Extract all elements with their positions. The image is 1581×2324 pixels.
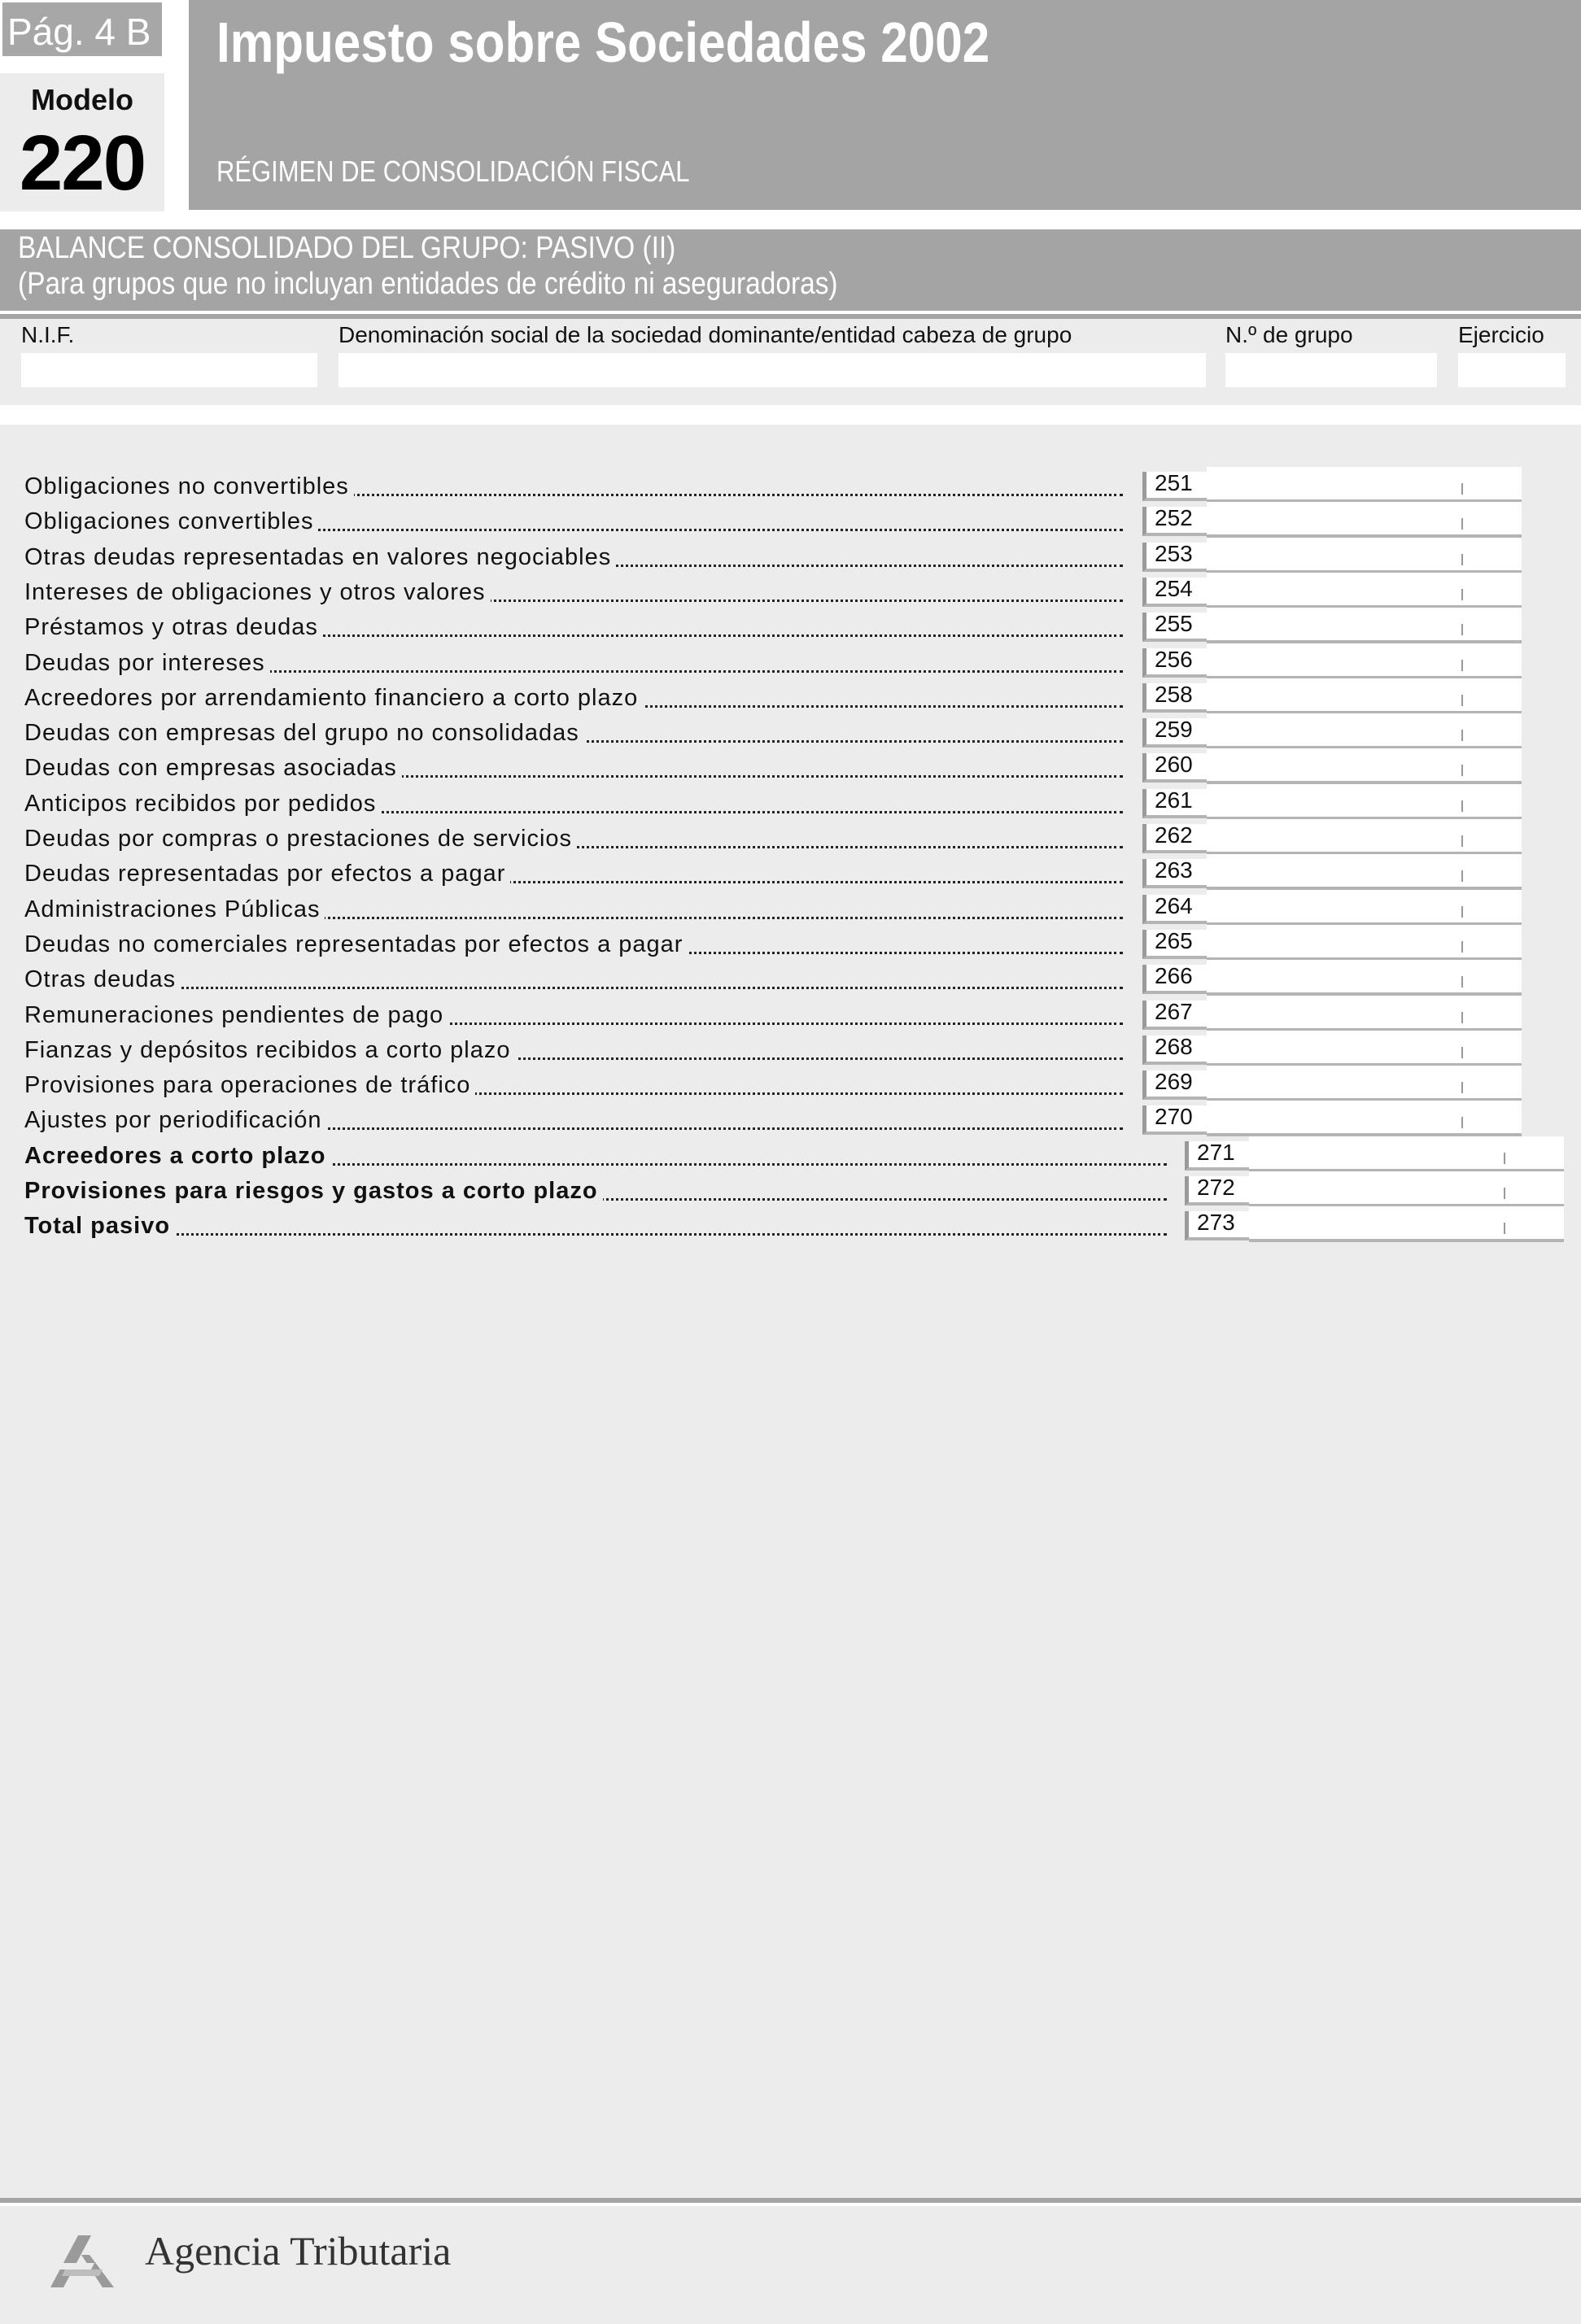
section-header [0,229,1581,316]
identification-band [0,319,1581,405]
row-label-text: Ajustes por periodificación [24,1107,327,1133]
title-band [189,0,1581,210]
modelo-label: Modelo [31,83,133,116]
amount-field[interactable] [1207,890,1522,926]
modelo-box [0,73,164,211]
box-code: 255 [1155,611,1193,636]
decimal-separator-mark [1461,624,1463,635]
amount-box [1142,578,1522,607]
row-label [24,682,1123,714]
amount-field[interactable] [1207,502,1522,538]
decimal-separator-mark [1461,1012,1463,1023]
total-amount-box [1185,1141,1564,1171]
total-amount-field[interactable] [1249,1171,1564,1207]
grupo-label: N.º de grupo [1225,322,1353,347]
amount-field[interactable] [1207,925,1522,961]
amount-box [1142,753,1522,783]
box-code: 263 [1155,857,1193,883]
decimal-separator-mark [1461,660,1463,671]
total-row-label [24,1175,1167,1207]
box-code: 254 [1155,576,1193,601]
box-code: 267 [1155,999,1193,1024]
box-code: 264 [1155,893,1193,918]
row-label [24,1069,1123,1101]
row-label-text: Anticipos recibidos por pedidos [24,791,381,817]
box-code: 270 [1155,1104,1193,1129]
row-label [24,963,1123,996]
total-amount-field[interactable] [1249,1136,1564,1172]
amount-field[interactable] [1207,819,1522,855]
grupo-field[interactable] [1225,353,1437,387]
denominacion-field[interactable] [338,353,1206,387]
decimal-separator-mark [1461,1117,1463,1128]
row-label [24,647,1123,679]
decimal-separator-mark [1504,1188,1505,1199]
row-label [24,928,1123,961]
box-code: 271 [1197,1140,1235,1165]
box-code: 256 [1155,647,1193,672]
box-code: 265 [1155,928,1193,953]
row-label [24,611,1123,643]
page-indicator: Pág. 4 B [0,0,164,59]
section-title: BALANCE CONSOLIDADO DEL GRUPO: PASIVO (II) [18,231,676,265]
row-label [24,717,1123,749]
row-label [24,470,1123,503]
amount-field[interactable] [1207,678,1522,714]
dot-leader [24,987,1123,989]
amount-box [1142,1070,1522,1100]
box-code: 251 [1155,470,1193,495]
row-label-text: Otras deudas [24,966,181,992]
row-label-text: Obligaciones convertibles [24,508,318,534]
row-label [24,1034,1123,1066]
row-label-text: Deudas con empresas asociadas [24,755,402,781]
decimal-separator-mark [1461,483,1463,495]
section-subtitle: (Para grupos que no incluyan entidades de crédito ni aseguradoras) [18,267,838,301]
amount-box [1142,648,1522,678]
amount-box [1142,1105,1522,1135]
modelo-number: 220 [19,120,146,207]
amount-field[interactable] [1207,573,1522,608]
decimal-separator-mark [1461,800,1463,812]
amount-box [1142,543,1522,572]
amount-field[interactable] [1207,784,1522,820]
amount-field[interactable] [1207,1101,1522,1136]
amount-field[interactable] [1207,748,1522,784]
ejercicio-label: Ejercicio [1458,322,1544,347]
box-code: 273 [1197,1210,1235,1235]
ejercicio-field[interactable] [1458,353,1566,387]
row-label [24,505,1123,538]
row-label [24,822,1123,855]
row-label [24,576,1123,608]
decimal-separator-mark [1461,695,1463,706]
row-label [24,541,1123,573]
row-label-text: Intereses de obligaciones y otros valores [24,579,491,605]
decimal-separator-mark [1461,554,1463,565]
dot-leader [24,1233,1167,1236]
row-label-text: Deudas representadas por efectos a pagar [24,861,510,887]
row-label [24,857,1123,890]
amount-box [1142,1036,1522,1065]
amount-field[interactable] [1207,713,1522,749]
box-code: 269 [1155,1069,1193,1094]
row-label-text: Deudas con empresas del grupo no consolidadas [24,720,584,746]
amount-field[interactable] [1207,996,1522,1031]
row-label-text: Obligaciones no convertibles [24,473,354,499]
amount-field[interactable] [1207,1031,1522,1066]
box-code: 266 [1155,963,1193,988]
amount-box [1142,895,1522,924]
amount-field[interactable] [1207,467,1522,503]
amount-box [1142,859,1522,888]
amount-box [1142,930,1522,959]
form-subtitle: RÉGIMEN DE CONSOLIDACIÓN FISCAL [216,155,690,188]
nif-label: N.I.F. [21,322,75,347]
total-row-label [24,1210,1167,1242]
decimal-separator-mark [1461,976,1463,988]
row-label [24,787,1123,820]
footer-divider [0,2198,1581,2203]
denominacion-label: Denominación social de la sociedad dominante/entidad cabeza de grupo [338,322,1072,347]
amount-field[interactable] [1207,854,1522,890]
row-label-text: Préstamos y otras deudas [24,614,323,640]
nif-field[interactable] [21,353,317,387]
row-label-text: Fianzas y depósitos recibidos a corto plazo [24,1037,516,1063]
row-label [24,999,1123,1031]
box-code: 259 [1155,717,1193,742]
decimal-separator-mark [1461,870,1463,882]
box-code: 261 [1155,787,1193,813]
decimal-separator-mark [1461,906,1463,918]
amount-field[interactable] [1207,608,1522,643]
amount-box [1142,965,1522,994]
row-label-text: Remuneraciones pendientes de pago [24,1002,448,1028]
agencia-tributaria-logo-icon [46,2230,119,2292]
decimal-separator-mark [1504,1223,1505,1234]
amount-field[interactable] [1207,1066,1522,1101]
decimal-separator-mark [1504,1153,1505,1164]
amount-box [1142,613,1522,642]
row-label-text: Deudas no comerciales representadas por efectos a pagar [24,931,688,957]
total-label-text: Acreedores a corto plazo [24,1143,331,1169]
decimal-separator-mark [1461,1082,1463,1093]
row-label [24,1104,1123,1136]
row-label-text: Otras deudas representadas en valores negociables [24,544,616,570]
box-code: 252 [1155,505,1193,530]
total-label-text: Provisiones para riesgos y gastos a corto plazo [24,1178,603,1204]
amount-box [1142,472,1522,501]
box-code: 258 [1155,682,1193,707]
amount-box [1142,1001,1522,1030]
row-label-text: Deudas por compras o prestaciones de servicios [24,826,577,852]
box-code: 260 [1155,752,1193,777]
decimal-separator-mark [1461,730,1463,741]
box-code: 262 [1155,822,1193,848]
total-amount-field[interactable] [1249,1206,1564,1242]
row-label-text: Administraciones Públicas [24,896,325,922]
box-code: 253 [1155,541,1193,566]
total-amount-box [1185,1176,1564,1206]
total-amount-box [1185,1211,1564,1240]
agency-name: Agencia Tributaria [145,2228,452,2274]
amount-field[interactable] [1207,960,1522,996]
decimal-separator-mark [1461,765,1463,776]
row-label-text: Deudas por intereses [24,650,270,676]
box-code: 272 [1197,1175,1235,1200]
row-label-text: Acreedores por arrendamiento financiero a corto plazo [24,685,643,711]
total-row-label [24,1140,1167,1172]
amount-box [1142,824,1522,853]
decimal-separator-mark [1461,589,1463,600]
decimal-separator-mark [1461,518,1463,530]
decimal-separator-mark [1461,941,1463,953]
row-label [24,752,1123,784]
amount-field[interactable] [1207,538,1522,573]
amount-field[interactable] [1207,643,1522,679]
decimal-separator-mark [1461,1047,1463,1058]
row-label-text: Provisiones para operaciones de tráfico [24,1072,475,1098]
row-label [24,893,1123,926]
box-code: 268 [1155,1034,1193,1059]
total-label-text: Total pasivo [24,1213,175,1239]
amount-box [1142,789,1522,818]
amount-box [1142,718,1522,748]
amount-box [1142,507,1522,536]
amount-box [1142,683,1522,713]
decimal-separator-mark [1461,835,1463,847]
form-title: Impuesto sobre Sociedades 2002 [216,11,990,74]
